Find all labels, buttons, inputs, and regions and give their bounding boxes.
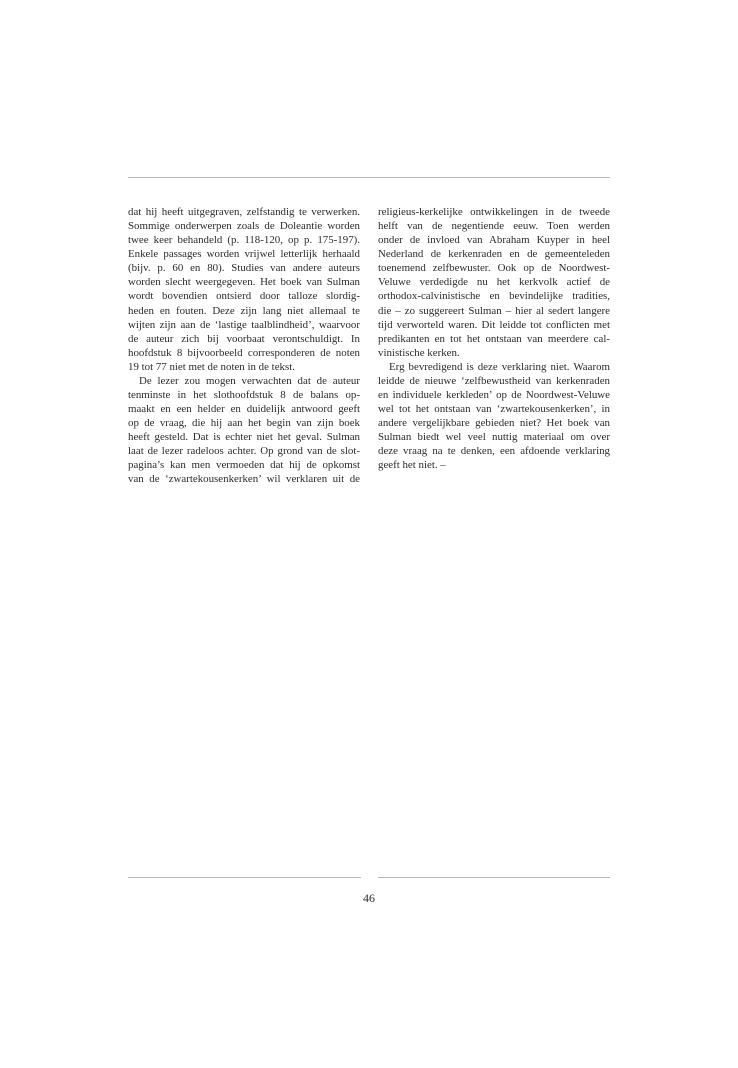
text-line: wijten zijn aan de ‘lastige taalblindheid’, waarvoor [128, 318, 360, 331]
text-line: pagina’s kan men vermoeden dat hij de opkomst [128, 459, 360, 472]
text-line: wel tot het ontstaan van ‘zwartekousenkerken’, in [378, 403, 610, 416]
paragraph-start-line: De lezer zou mogen verwachten dat de auteur [139, 374, 360, 387]
text-line: religieus-kerkelijke ontwikkelingen in de tweede [378, 206, 610, 218]
text-line: predikanten en tot het ontstaan van meerdere cal- [378, 332, 610, 345]
text-line: deze vraag na te denken, een afdoende verklaring [378, 445, 610, 458]
text-line: hoofdstuk 8 bijvoorbeeld corresponderen de noten [128, 346, 360, 359]
text-line: worden slecht weergegeven. Het boek van Sulman [128, 276, 360, 289]
text-line: tenminste in het slothoofdstuk 8 de balans op- [128, 389, 360, 402]
text-line: tijd verworteld waren. Dit leidde tot conflicten met [378, 318, 610, 331]
text-line: de auteur zich bij voorbaat verontschuldigt. In [128, 332, 360, 345]
page-number: 46 [363, 891, 375, 905]
text-line: orthodox-calvinistische en bevindelijke tradities, [378, 290, 610, 303]
text-line: vinistische kerken. [378, 346, 460, 359]
text-line: 19 tot 77 niet met de noten in de tekst. [128, 360, 295, 373]
text-line: maakt en een helder en duidelijk antwoord geeft [128, 403, 360, 416]
text-line: leidde de nieuwe ‘zelfbewustheid van kerkenraden [378, 374, 610, 387]
text-line: Sommige onderwerpen zoals de Doleantie worden [128, 220, 360, 233]
text-line: twee keer behandeld (p. 118-120, op p. 175-197). [128, 234, 360, 247]
paragraph-start-line: Erg bevredigend is deze verklaring niet. Waarom [389, 360, 610, 373]
footer-rule-left [128, 877, 361, 878]
text-line: Sulman biedt wel veel nuttig materiaal om over [378, 431, 610, 444]
text-line: Enkele passages worden vrijwel letterlijk herhaald [128, 248, 360, 261]
text-line: (bijv. p. 60 en 80). Studies van andere auteurs [128, 262, 360, 275]
text-line: helft van de negentiende eeuw. Toen werden [378, 220, 610, 233]
text-line: en individuele kerkleden’ op de Noordwest-Veluwe [378, 389, 610, 402]
text-line: die – zo suggereert Sulman – hier al sedert langere [378, 304, 610, 317]
text-line: dat hij heeft uitgegraven, zelfstandig te verwerken. [128, 206, 360, 218]
left-text-column [128, 205, 360, 487]
footer-rule-right [378, 877, 610, 878]
header-rule [128, 177, 610, 178]
text-line: van de ‘zwartekousenkerken’ wil verklaren uit de [128, 473, 360, 486]
text-line: geeft het niet. – [378, 459, 446, 472]
text-line: wordt bovendien ontsierd door talloze slordig- [128, 290, 360, 303]
text-line: op de vraag, die hij aan het begin van zijn boek [128, 417, 360, 430]
text-line: heeft gesteld. Dat is echter niet het geval. Sulman [128, 431, 360, 444]
text-line: onder de invloed van Abraham Kuyper in heel [378, 234, 610, 247]
right-text-column [378, 205, 610, 472]
text-line: Veluwe verdedigde nu het kerkvolk actief de [378, 276, 610, 289]
text-line: heden en fouten. Deze zijn lang niet allemaal te [128, 304, 360, 317]
text-line: toenemend zelfbewuster. Ook op de Noordwest- [378, 262, 610, 275]
text-line: andere vergelijkbare gebieden niet? Het boek van [378, 417, 610, 430]
text-line: Nederland de kerkenraden en de gemeenteleden [378, 248, 610, 261]
text-line: laat de lezer radeloos achter. Op grond van de slot- [128, 445, 360, 458]
